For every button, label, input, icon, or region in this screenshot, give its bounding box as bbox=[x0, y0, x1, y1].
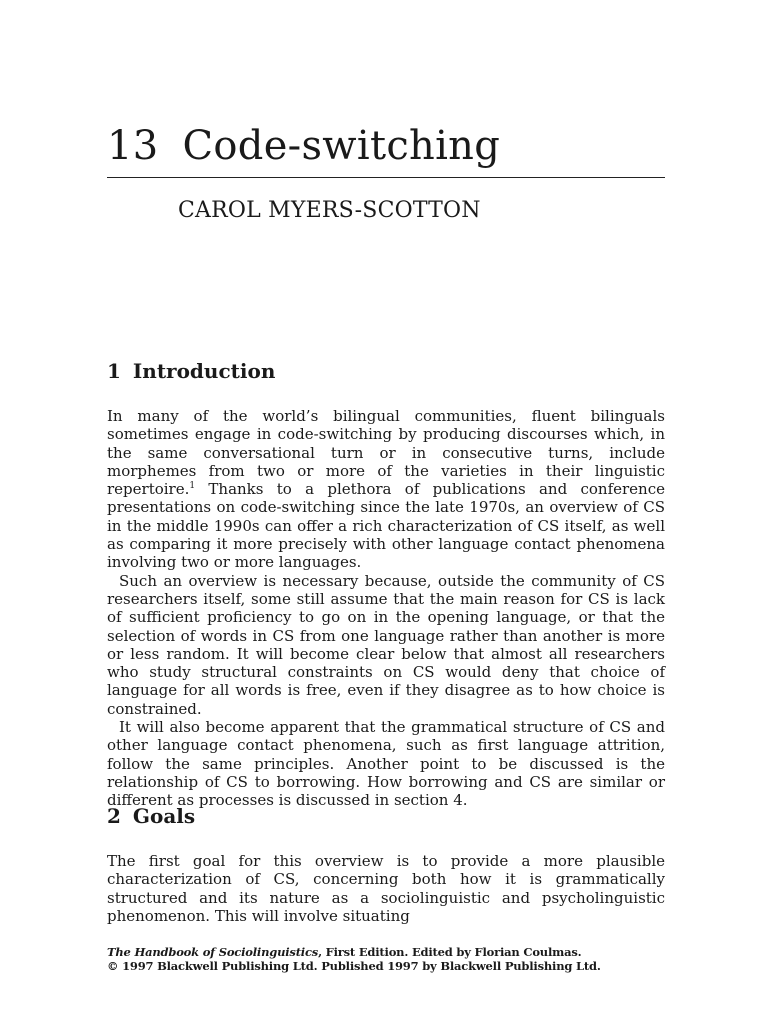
footer-citation-line bbox=[107, 945, 667, 959]
chapter-author: CAROL MYERS-SCOTTON bbox=[178, 198, 481, 223]
section-number: 2 bbox=[107, 804, 121, 828]
section-title: Goals bbox=[132, 804, 196, 828]
chapter-title bbox=[107, 123, 500, 169]
goals-body bbox=[107, 852, 665, 925]
page-footer bbox=[107, 945, 667, 973]
section-title: Introduction bbox=[132, 359, 276, 383]
chapter-number: 13 bbox=[107, 123, 159, 169]
footer-book-title: The Handbook of Sociolinguistics bbox=[107, 945, 319, 959]
title-rule bbox=[107, 177, 665, 178]
section-heading-introduction bbox=[107, 359, 275, 383]
paragraph-text: Thanks to a plethora of publications and conference presentations on code-switching since the late 1970s, an overview of CS in the middle 1990s can offer a rich characterization of CS itself, as well as comparing it more precisely with other language contact phenomena involving two or more languages. bbox=[107, 480, 665, 572]
introduction-body bbox=[107, 407, 665, 810]
section-number: 1 bbox=[107, 359, 121, 383]
chapter-title-text: Code-switching bbox=[182, 123, 501, 169]
footnote-marker[interactable]: 1 bbox=[189, 481, 196, 492]
section-heading-goals bbox=[107, 804, 195, 828]
footer-copyright: © 1997 Blackwell Publishing Ltd. Published 1997 by Blackwell Publishing Ltd. bbox=[107, 959, 601, 973]
footer-edition-text: , First Edition. Edited by Florian Coulmas. bbox=[318, 945, 582, 959]
paragraph-text: In many of the world’s bilingual communities, fluent bilinguals sometimes engage in code-switching by producing discourses which, in the same conversational turn or in consecutive turns, include morphemes from two or more of the varieties in their linguistic repertoire. bbox=[107, 407, 665, 499]
paragraph bbox=[107, 407, 665, 572]
paragraph: The first goal for this overview is to provide a more plausible characterization of CS, concerning both how it is grammatically structured and its nature as a sociolinguistic and psycholinguistic phenomenon. This will involve situating bbox=[107, 852, 665, 925]
paragraph: Such an overview is necessary because, outside the community of CS researchers itself, some still assume that the main reason for CS is lack of sufficient proficiency to go on in the opening language, or that the selection of words in CS from one language rather than another is more or less random. It will become clear below that almost all researchers who study structural constraints on CS would deny that choice of language for all words is free, even if they disagree as to how choice is constrained. bbox=[107, 571, 665, 718]
paragraph: It will also become apparent that the grammatical structure of CS and other language contact phenomena, such as first language attrition, follow the same principles. Another point to be discussed is the relationship of CS to borrowing. How borrowing and CS are similar or different as processes is discussed in section 4. bbox=[107, 718, 665, 810]
